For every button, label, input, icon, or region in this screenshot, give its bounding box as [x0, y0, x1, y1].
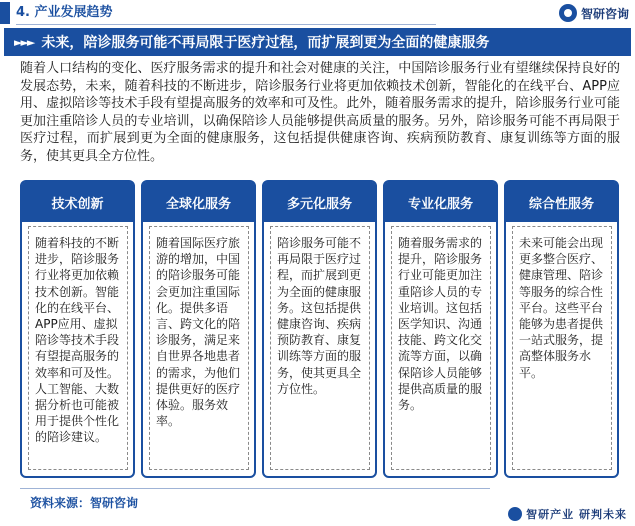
card-header: [385, 182, 496, 222]
card-title: 全球化服务: [165, 196, 231, 212]
brand-logo: [559, 4, 629, 22]
card-body: 陪诊服务可能不再局限于医疗过程，而扩展到更为全面的健康服务。这包括提供健康咨询、疾病预防教育、康复训练等方面的服务，使其更具全方位性。: [270, 226, 370, 470]
section-marker: [0, 2, 10, 24]
arrow-icon: ►►►: [14, 35, 34, 49]
intro-paragraph: 随着人口结构的变化、医疗服务需求的提升和社会对健康的关注，中国陪诊服务行业有望继续保持良好的发展态势，未来，随着科技的不断进步，陪诊服务行业将更加依赖技术创新，智能化的在线平台、APP应用、虚拟陪诊等技术手段有望提高服务的效率和可及性。此外，随着服务需求的提升，陪诊服务行业可能更加注重陪诊人员的专业培训，以确保陪诊人员能够提供高质量的服务。另外，陪诊服务可能不再局限于医疗过程，而扩展到更为全面的健康服务，这包括提供健康咨询、疾病预防教育、康复训练等方面的服务，使其更具全方位性。: [20, 61, 620, 164]
section-header: [0, 0, 635, 26]
card-title: 综合性服务: [528, 196, 594, 212]
card-integrated-service: [504, 180, 619, 478]
footer-divider: [20, 488, 490, 489]
card-global-service: [141, 180, 256, 478]
card-diverse-service: [262, 180, 377, 478]
card-title: 多元化服务: [286, 196, 352, 212]
section-divider: [16, 24, 436, 25]
footer-logo-icon: [508, 507, 522, 521]
footer-logo: [508, 506, 627, 522]
card-header: [264, 182, 375, 222]
headline-text: 未来，陪诊服务可能不再局限于医疗过程，而扩展到更为全面的健康服务: [41, 35, 490, 51]
card-tech-innovation: [20, 180, 135, 478]
card-body: 随着服务需求的提升，陪诊服务行业可能更加注重陪诊人员的专业培训。这包括医学知识、沟通技能、跨文化交流等方面，以确保陪诊人员能够提供高质量的服务。: [391, 226, 491, 470]
headline-banner: [4, 28, 631, 56]
data-source: 资料来源：智研咨询: [30, 496, 139, 510]
card-title: 专业化服务: [407, 196, 473, 212]
card-header: [506, 182, 617, 222]
card-header: [143, 182, 254, 222]
footer-slogan: 智研产业 研判未来: [526, 508, 627, 521]
card-professional-service: [383, 180, 498, 478]
card-body: 随着国际医疗旅游的增加，中国的陪诊服务可能会更加注重国际化。提供多语言、跨文化的陪诊服务，满足来自世界各地患者的需求，为他们提供更好的医疗体验。服务效率。: [149, 226, 249, 470]
card-body: 未来可能会出现更多整合医疗、健康管理、陪诊等服务的综合性平台。这些平台能够为患者提供一站式服务，提高整体服务水平。: [512, 226, 612, 470]
card-body: 随着科技的不断进步，陪诊服务行业将更加依赖技术创新。智能化的在线平台、APP应用、虚拟陪诊等技术手段有望提高服务的效率和可及性。人工智能、大数据分析也可能被用于提供个性化的陪诊建议。: [28, 226, 128, 470]
brand-logo-icon: [559, 4, 577, 22]
section-title: 4. 产业发展趋势: [16, 5, 113, 20]
card-header: [22, 182, 133, 222]
trend-cards: [20, 180, 620, 480]
card-title: 技术创新: [51, 196, 104, 212]
brand-logo-text: 智研咨询: [580, 6, 629, 21]
